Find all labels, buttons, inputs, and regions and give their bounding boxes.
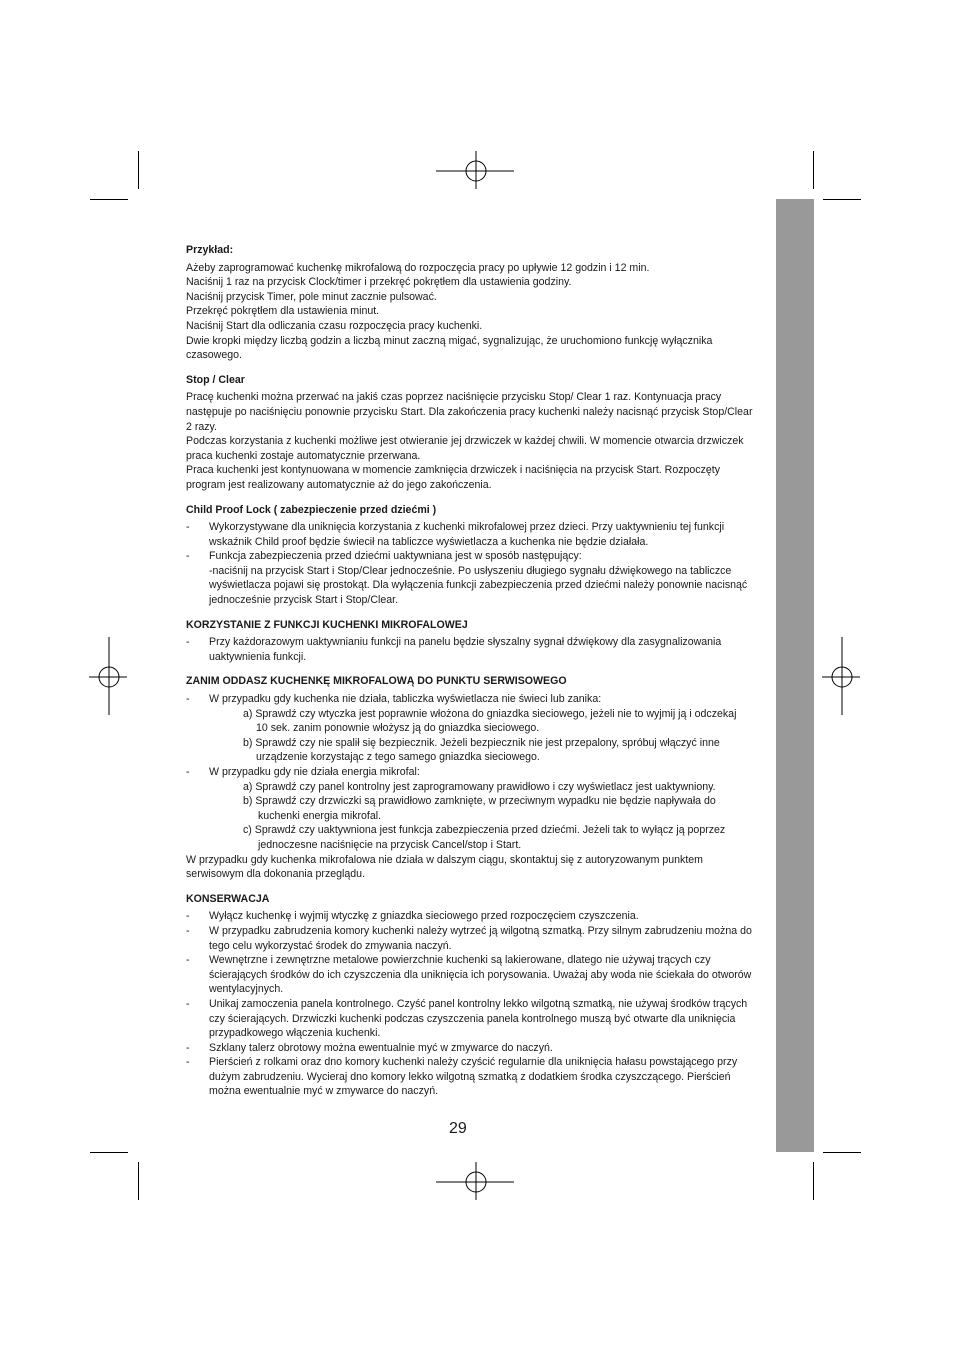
list-item: - Wykorzystywane dla uniknięcia korzystania z kuchenki mikrofalowej przez dzieci. Przy uaktywnieniu tej funkcji wskaźnik Child proof będzie świecił na tabliczce wyświetlacza a kuchenka nie będzie działała. [186, 521, 725, 548]
registration-mark-left [89, 637, 129, 717]
example-line: Ażeby zaprogramować kuchenkę mikrofalową do rozpoczęcia pracy po upływie 12 godzin i 12 min. [186, 261, 650, 274]
crop-mark [823, 1152, 861, 1153]
gray-side-tab [776, 199, 814, 1152]
registration-mark-right [822, 637, 862, 717]
list-item: - W przypadku zabrudzenia komory kuchenki należy wytrzeć ją wilgotną szmatką. Przy silnym zabrudzeniu można do tego celu wykorzystać środek do zmywania naczyń. [186, 924, 752, 952]
list-item-text: W przypadku zabrudzenia komory kuchenki należy wytrzeć ją wilgotną szmatką. Przy silnym zabrudzeniu można do tego celu wykorzystać środek do zmywania naczyń. [209, 924, 752, 952]
stop-clear-paragraph: Pracę kuchenki można przerwać na jakiś czas poprzez naciśnięcie przycisku Stop/ Clear 1 raz. Kontynuacja pracy następuje po naciśnięciu ponownie przycisku Start. Dla zakończenia pracy kuchenki należy nacisnąć przycisk Stop/Clear 2 razy. [186, 391, 753, 433]
functions-heading: KORZYSTANIE Z FUNKCJI KUCHENKI MIKROFALOWEJ [186, 618, 468, 631]
service-heading: ZANIM ODDASZ KUCHENKĘ MIKROFALOWĄ DO PUNKTU SERWISOWEGO [186, 675, 567, 688]
list-item-text: Funkcja zabezpieczenia przed dziećmi uaktywniana jest w sposób następujący: [209, 550, 582, 563]
example-line: Dwie kropki między liczbą godzin a liczbą minut zaczną migać, sygnalizując, że uruchomiono funkcję wyłącznika czasowego. [186, 334, 713, 362]
crop-mark [138, 1162, 139, 1200]
service-closing: W przypadku gdy kuchenka mikrofalowa nie działa w dalszym ciągu, skontaktuj się z autoryzowanym punktem serwisowym dla dokonania przeglądu. [186, 853, 703, 881]
list-item: - Przy każdorazowym uaktywnianiu funkcji na panelu będzie słyszalny sygnał dźwiękowy dla zasygnalizowania uaktywnienia funkcji. [186, 636, 722, 663]
crop-mark [90, 1152, 128, 1153]
sub-item-continuation: kuchenki energia mikrofal. [258, 809, 382, 822]
sub-item: a) Sprawdź czy panel kontrolny jest zaprogramowany prawidłowo i czy wyświetlacz jest uaktywniony. [243, 780, 716, 793]
list-item-text: Wyłącz kuchenkę i wyjmij wtyczkę z gniazdka sieciowego przed rozpoczęciem czyszczenia. [209, 910, 639, 923]
example-line: Przekręć pokrętłem dla ustawienia minut. [186, 305, 380, 318]
child-lock-heading: Child Proof Lock ( zabezpieczenie przed dziećmi ) [186, 503, 437, 516]
sub-item: b) Sprawdź czy nie spalił się bezpiecznik. Jeżeli bezpiecznik nie jest przepalony, spróbuj włączyć inne [243, 736, 720, 749]
stop-clear-heading: Stop / Clear [186, 373, 245, 386]
stop-clear-paragraph: Praca kuchenki jest kontynuowana w momencie zamknięcia drzwiczek i naciśnięcia na przycisk Start. Rozpoczęty program jest realizowany automatycznie aż do jego zakończenia. [186, 464, 721, 491]
list-item-text: Wykorzystywane dla uniknięcia korzystania z kuchenki mikrofalowej przez dzieci. Przy uaktywnieniu tej funkcji wskaźnik Child proof będzie świecił na tabliczce wyświetlacza a kuchenka nie będzie działała. [209, 521, 725, 548]
list-item: - Wewnętrzne i zewnętrzne metalowe powierzchnie kuchenki są lakierowane, dlatego nie używaj trących czy ścierających środków do ich czyszczenia dla uniknięcia ich porysowania. Uważaj aby woda nie ściekała do otworów wentylacyjnych. [186, 954, 752, 996]
sub-item: a) Sprawdź czy wtyczka jest poprawnie włożona do gniazdka sieciowego, jeżeli nie to wyjmij ją i odczekaj [243, 707, 737, 720]
page-content [186, 243, 758, 1099]
list-item: - Szklany talerz obrotowy można ewentualnie myć w zmywarce do naczyń. [186, 1041, 553, 1054]
maintenance-heading: KONSERWACJA [186, 892, 270, 905]
crop-mark [813, 1162, 814, 1200]
registration-mark-top [436, 151, 516, 191]
sub-item: b) Sprawdź czy drzwiczki są prawidłowo zamknięte, w przeciwnym wypadku nie będzie napływała do [243, 795, 716, 808]
page-number: 29 [449, 1120, 467, 1137]
example-line: Naciśnij przycisk Timer, pole minut zacznie pulsować. [186, 290, 437, 303]
list-item: - Unikaj zamoczenia panela kontrolnego. Czyść panel kontrolny lekko wilgotną szmatką, nie używaj środków trących czy ścierających. Drzwiczki kuchenki podczas czyszczenia panela kontrolnego muszą być otwarte dla uniknięcia przypadkowego włączenia kuchenki. [186, 997, 748, 1040]
example-line: Naciśnij 1 raz na przycisk Clock/timer i przekręć pokrętłem dla ustawienia godziny. [186, 276, 572, 289]
list-item-text: Unikaj zamoczenia panela kontrolnego. Czyść panel kontrolny lekko wilgotną szmatką, nie używaj środków trących czy ścierających. Drzwiczki kuchenki podczas czyszczenia panela kontrolnego muszą być otwarte dla uniknięcia przypadkowego włączenia kuchenki. [209, 997, 748, 1040]
crop-mark [90, 199, 128, 200]
example-heading: Przykład: [186, 244, 234, 256]
crop-mark [138, 151, 139, 189]
list-item-text: Wewnętrzne i zewnętrzne metalowe powierzchnie kuchenki są lakierowane, dlatego nie używaj trących czy ścierających środków do ich czyszczenia dla uniknięcia ich porysowania. Uważaj aby woda nie ściekała do otworów wentylacyjnych. [209, 954, 752, 996]
sub-item-continuation: jednoczesne naciśnięcie na przycisk Cancel/stop i Start. [258, 838, 522, 851]
list-item-text: W przypadku gdy kuchenka nie działa, tabliczka wyświetlacza nie świeci lub zanika: [209, 693, 602, 706]
list-item: - Funkcja zabezpieczenia przed dziećmi uaktywniana jest w sposób następujący: [186, 550, 582, 563]
registration-mark-bottom [436, 1162, 516, 1202]
example-line: Naciśnij Start dla odliczania czasu rozpoczęcia pracy kuchenki. [186, 319, 483, 332]
list-item-text: W przypadku gdy nie działa energia mikrofal: [209, 766, 420, 778]
list-item-text: Pierścień z rolkami oraz dno komory kuchenki należy czyścić regularnie dla uniknięcia hałasu powstającego przy dużym zabrudzeniu. Wycieraj dno komory lekko wilgotną szmatką z dodatkiem środka czyszczącego. Pierścień można ewentualnie myć w zmywarce do naczyń. [209, 1056, 738, 1098]
list-item: - W przypadku gdy kuchenka nie działa, tabliczka wyświetlacza nie świeci lub zanika: [186, 693, 602, 706]
list-item-text: Szklany talerz obrotowy można ewentualnie myć w zmywarce do naczyń. [209, 1041, 553, 1054]
list-item-text: Przy każdorazowym uaktywnianiu funkcji na panelu będzie słyszalny sygnał dźwiękowy dla zasygnalizowania uaktywnienia funkcji. [209, 636, 722, 663]
child-lock-note: -naciśnij na przycisk Start i Stop/Clear jednocześnie. Po usłyszeniu długiego sygnału dźwiękowego na tabliczce wyświetlacza pojawi się prostokąt. Dla wyłączenia funkcji zabezpieczenia przed dziećmi należy ponownie nacisnąć jednocześnie przycisk Start i Stop/Clear. [209, 564, 748, 607]
sub-item: c) Sprawdź czy uaktywniona jest funkcja zabezpieczenia przed dziećmi. Jeżeli tak to wyłącz ją poprzez [243, 824, 726, 837]
crop-mark [823, 199, 861, 200]
list-item: - W przypadku gdy nie działa energia mikrofal: [186, 766, 420, 778]
sub-item-continuation: 10 sek. zanim ponownie włożysz ją do gniazdka sieciowego. [256, 722, 540, 735]
sub-item-continuation: urządzenie korzystając z tego samego gniazdka sieciowego. [256, 751, 540, 764]
list-item: - Wyłącz kuchenkę i wyjmij wtyczkę z gniazdka sieciowego przed rozpoczęciem czyszczenia. [186, 910, 639, 923]
list-item: - Pierścień z rolkami oraz dno komory kuchenki należy czyścić regularnie dla uniknięcia hałasu powstającego przy dużym zabrudzeniu. Wycieraj dno komory lekko wilgotną szmatką z dodatkiem środka czyszczącego. Pierścień można ewentualnie myć w zmywarce do naczyń. [186, 1056, 738, 1098]
stop-clear-paragraph: Podczas korzystania z kuchenki możliwe jest otwieranie jej drzwiczek w każdej chwili. W momencie otwarcia drzwiczek praca kuchenki zostaje automatycznie przerwana. [186, 435, 744, 462]
crop-mark [813, 151, 814, 189]
